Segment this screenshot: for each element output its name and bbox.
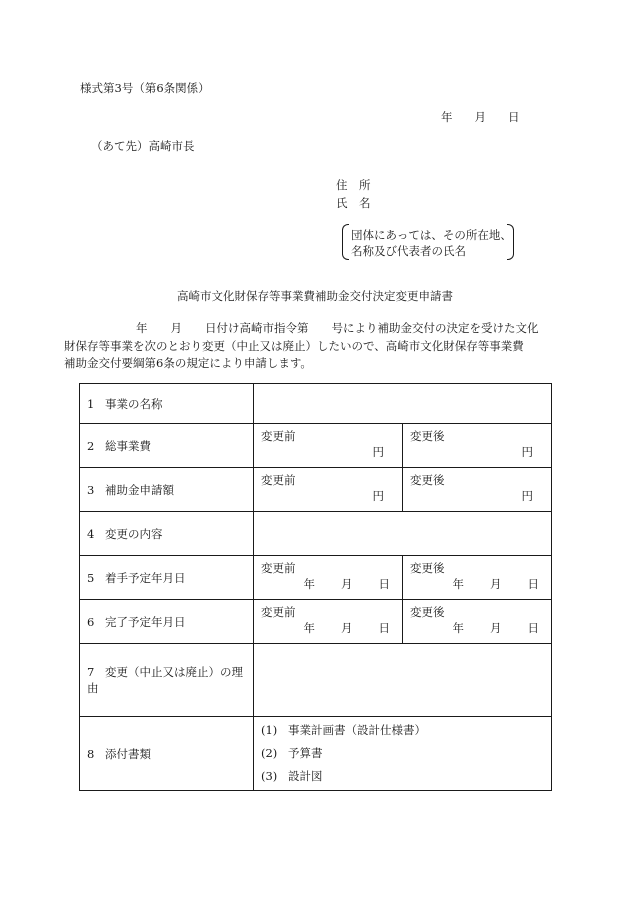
address-label: 住 所: [336, 178, 371, 192]
row-label: 8 添付書類: [80, 717, 254, 791]
row-label: 3 補助金申請額: [80, 468, 254, 512]
row-label: 6 完了予定年月日: [80, 600, 254, 644]
change-content-field[interactable]: [254, 512, 552, 556]
total-cost-after-field[interactable]: 変更後 円: [403, 424, 552, 468]
end-date-after-field[interactable]: 変更後 年 月 日: [403, 600, 552, 644]
document-title: 高崎市文化財保存等事業費補助金交付決定変更申請書: [177, 289, 453, 303]
start-date-after-field[interactable]: 変更後 年 月 日: [403, 556, 552, 600]
row-label: 7 変更（中止又は廃止）の理由: [80, 644, 254, 717]
application-date: [441, 109, 520, 125]
change-reason-field[interactable]: [254, 644, 552, 717]
applicant-note: [342, 224, 514, 258]
table-row: [80, 384, 552, 424]
date-day: 日: [508, 110, 520, 124]
name-label: 氏 名: [336, 196, 371, 210]
subsidy-before-field[interactable]: 変更前 円: [254, 468, 403, 512]
row-label: 1 事業の名称: [80, 384, 254, 424]
note-line-2: 名称及び代表者の氏名: [351, 244, 466, 258]
table-row: [80, 512, 552, 556]
start-date-before-field[interactable]: 変更前 年 月 日: [254, 556, 403, 600]
table-row: [80, 424, 552, 468]
body-line-2: 財保存等事業を次のとおり変更（中止又は廃止）したいので、高崎市文化財保存等事業費: [64, 338, 524, 353]
date-year: 年: [441, 110, 453, 124]
table-row: [80, 600, 552, 644]
date-month: 月: [474, 110, 486, 124]
table-row: [80, 644, 552, 717]
row-label: 5 着手予定年月日: [80, 556, 254, 600]
row-label: 4 変更の内容: [80, 512, 254, 556]
subsidy-after-field[interactable]: 変更後 円: [403, 468, 552, 512]
body-line-3: 補助金交付要綱第6条の規定により申請します。: [64, 356, 312, 370]
project-name-field[interactable]: [254, 384, 552, 424]
body-line-1: 年 月 日付け高崎市指令第 号により補助金交付の決定を受けた文化: [136, 321, 539, 335]
form-number: 様式第3号（第6条関係）: [80, 81, 210, 95]
list-item: (3) 設計図: [261, 769, 323, 783]
note-line-1: 団体にあっては、その所在地、: [351, 228, 512, 242]
row-label: 2 総事業費: [80, 424, 254, 468]
body-text: [64, 320, 550, 373]
end-date-before-field[interactable]: 変更前 年 月 日: [254, 600, 403, 644]
table-row: [80, 556, 552, 600]
left-bracket: [342, 224, 349, 260]
application-table: [79, 383, 552, 791]
list-item: (1) 事業計画書（設計仕様書）: [261, 723, 426, 737]
total-cost-before-field[interactable]: 変更前 円: [254, 424, 403, 468]
table-row: [80, 468, 552, 512]
list-item: (2) 予算書: [261, 746, 323, 760]
addressee: （あて先）高崎市長: [91, 139, 195, 153]
attachments-list: [254, 717, 552, 791]
table-row: [80, 717, 552, 791]
